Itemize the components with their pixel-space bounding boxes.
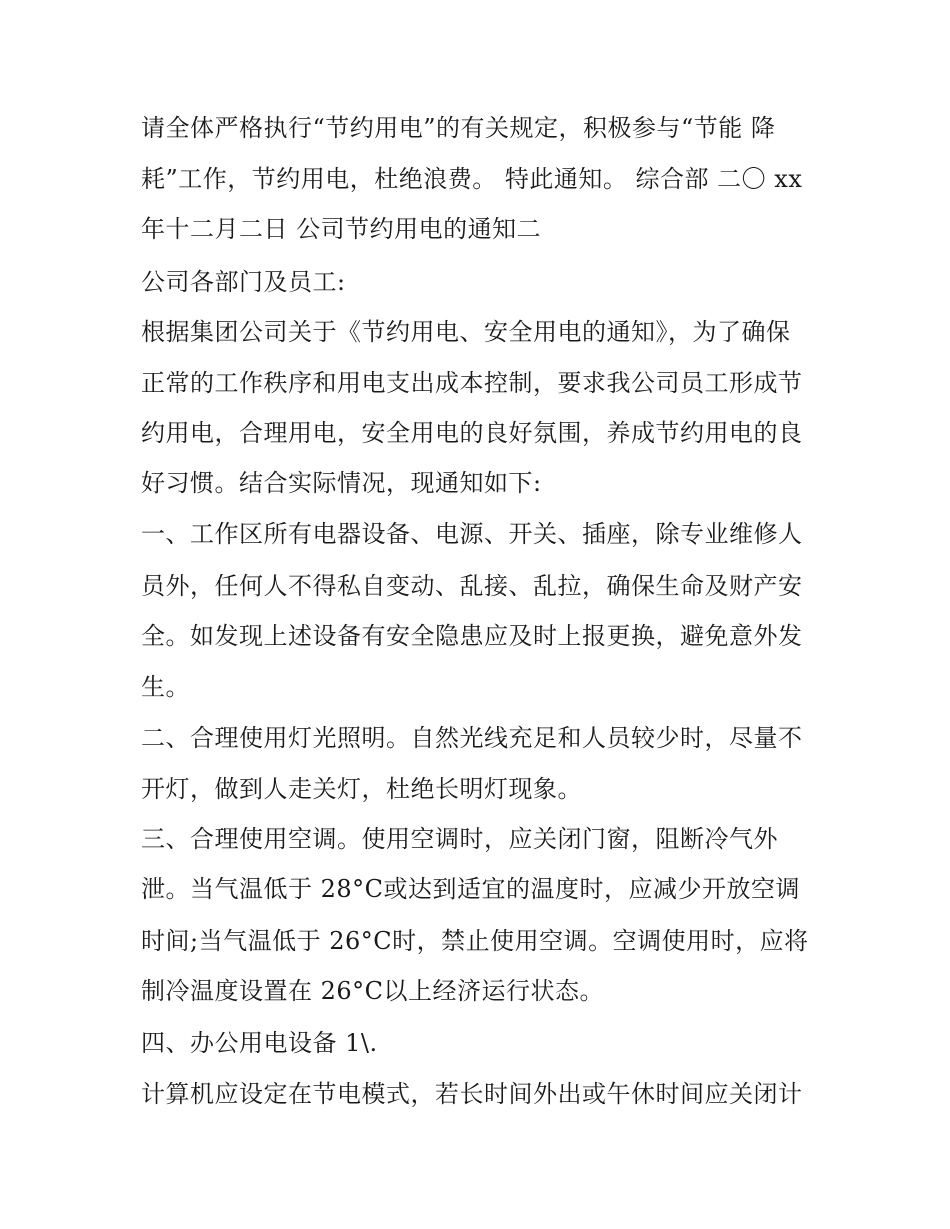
text-line: 开灯，做到人走关灯，杜绝长明灯现象。: [141, 775, 582, 803]
text-line: 约用电，合理用电，安全用电的良好氛围，养成节约用电的良: [141, 419, 803, 447]
text-line: 请全体严格执行“节约用电”的有关规定，积极参与“节能 降: [141, 114, 776, 142]
text-line: 制冷温度设置在 26°C以上经济运行状态。: [141, 977, 605, 1005]
text-line: 全。如发现上述设备有安全隐患应及时上报更换，避免意外发: [141, 622, 803, 650]
text-line: 一、工作区所有电器设备、电源、开关、插座，除专业维修人: [141, 520, 803, 548]
text-line: 二、合理使用灯光照明。自然光线充足和人员较少时，尽量不: [141, 724, 803, 752]
text-line: 正常的工作秩序和用电支出成本控制，要求我公司员工形成节: [141, 369, 803, 397]
text-line: 年十二月二日 公司节约用电的通知二: [141, 215, 542, 243]
text-line: 三、合理使用空调。使用空调时，应关闭门窗，阻断冷气外: [141, 825, 778, 853]
text-line: 员外，任何人不得私自变动、乱接、乱拉，确保生命及财产安: [141, 572, 803, 600]
text-line: 四、办公用电设备 1\.: [141, 1029, 378, 1057]
text-line: 公司各部门及员工:: [141, 268, 346, 296]
text-line: 时间;当气温低于 26°C时，禁止使用空调。空调使用时，应将: [141, 927, 809, 955]
text-line: 生。: [141, 673, 190, 701]
text-line: 好习惯。结合实际情况，现通知如下:: [141, 469, 542, 497]
text-line: 计算机应设定在节电模式，若长时间外出或午休时间应关闭计: [141, 1080, 803, 1108]
text-line: 根据集团公司关于《节约用电、安全用电的通知》，为了确保: [141, 318, 791, 346]
text-line: 泄。当气温低于 28°C或达到适宜的温度时，应减少开放空调: [141, 875, 801, 903]
text-line: 耗”工作，节约用电，杜绝浪费。 特此通知。 综合部 二〇 xx: [141, 165, 803, 193]
